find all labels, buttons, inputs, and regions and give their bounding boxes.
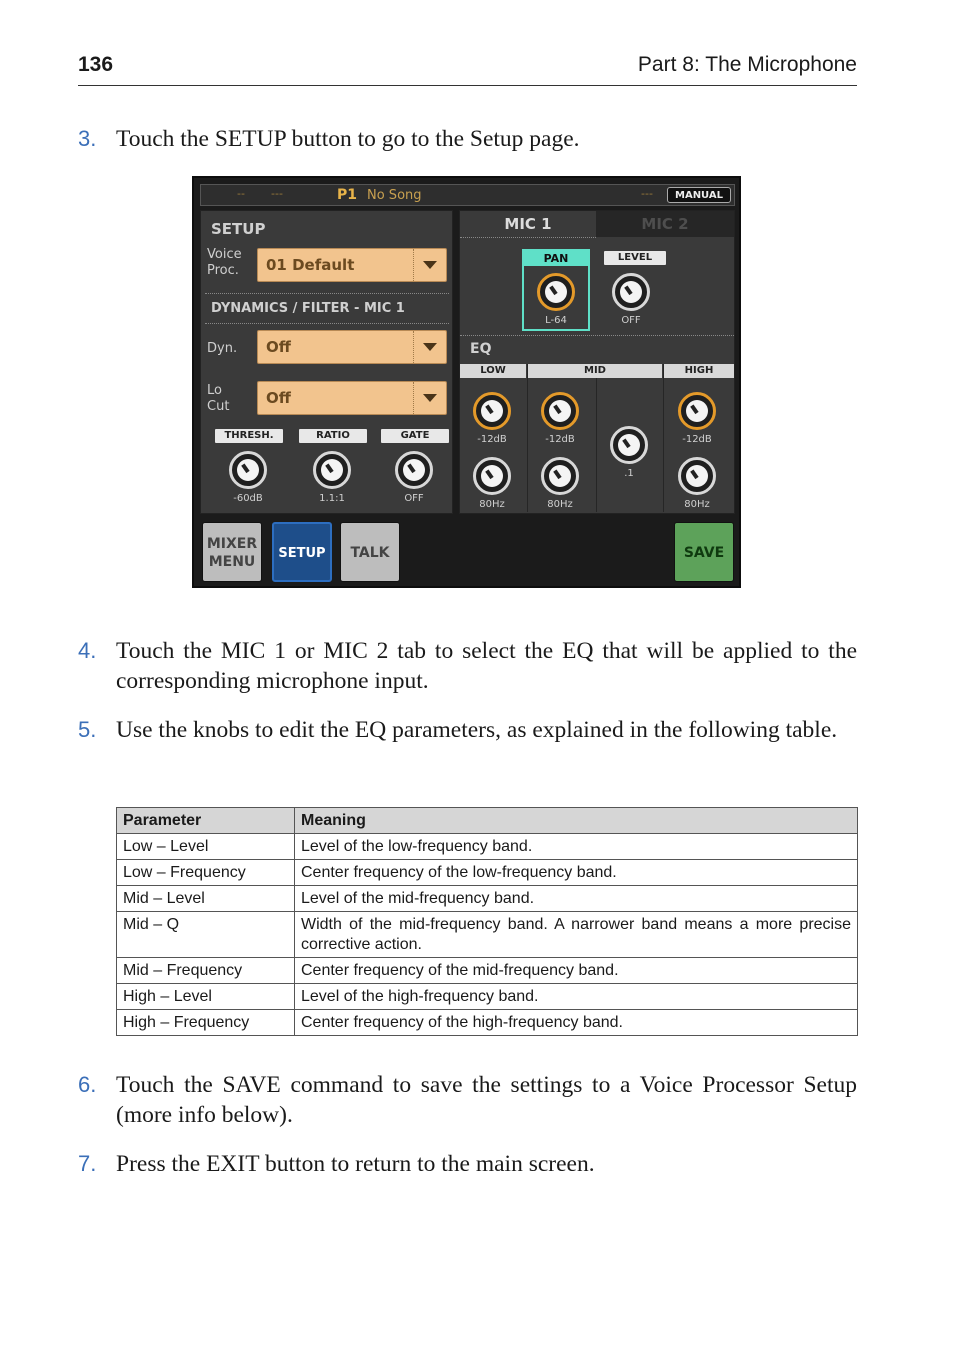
voice-proc-value: 01 Default <box>266 256 355 274</box>
step-number: 3. <box>78 126 97 151</box>
chapter-title: Part 8: The Microphone <box>637 53 857 76</box>
status-dash: --- <box>271 187 283 200</box>
level-value: OFF <box>621 315 641 326</box>
table-row <box>117 834 858 860</box>
step-number: 6. <box>78 1072 97 1097</box>
meaning-cell: Width of the mid-frequency band. A narrower band means a more precise corrective action. <box>295 912 858 958</box>
parameter-cell: Mid – Q <box>117 912 295 958</box>
setup-title: SETUP <box>211 220 266 238</box>
divider <box>460 237 596 238</box>
high-freq-knob[interactable] <box>678 457 716 495</box>
mid-freq-value: 80Hz <box>547 499 573 510</box>
divider <box>663 364 664 512</box>
chevron-down-icon <box>413 331 446 363</box>
tab-mic-1[interactable]: MIC 1 <box>460 211 596 237</box>
pan-control[interactable] <box>522 249 590 331</box>
locut-dropdown[interactable] <box>257 381 447 415</box>
divider <box>205 323 449 324</box>
table-row <box>117 958 858 984</box>
mic-panel <box>459 210 735 514</box>
song-name: No Song <box>367 188 422 203</box>
step-text: Touch the SAVE command to save the settings to a Voice Processor Setup (more info below). <box>116 1072 857 1128</box>
level-label: LEVEL <box>604 251 666 265</box>
gate-knob[interactable] <box>395 451 433 489</box>
step-number: 4. <box>78 638 97 663</box>
table-header-row <box>117 808 858 834</box>
thresh-knob[interactable] <box>229 451 267 489</box>
ratio-knob[interactable] <box>313 451 351 489</box>
step-number: 7. <box>78 1151 97 1176</box>
chevron-down-icon <box>413 382 446 414</box>
high-level-value: -12dB <box>682 434 712 445</box>
high-level-knob[interactable] <box>678 392 716 430</box>
parameter-cell: High – Frequency <box>117 1010 295 1036</box>
parameter-cell: Mid – Frequency <box>117 958 295 984</box>
mid-level-knob[interactable] <box>541 392 579 430</box>
dyn-dropdown[interactable] <box>257 330 447 364</box>
mixer-menu-button[interactable]: MIXER MENU <box>202 522 262 582</box>
tab-mic-2[interactable]: MIC 2 <box>596 211 734 237</box>
mid-q-value: .1 <box>624 468 634 479</box>
table-row <box>117 1010 858 1036</box>
status-dash: -- <box>237 187 245 200</box>
step-5 <box>78 715 857 745</box>
divider <box>527 364 528 512</box>
dynamics-title: DYNAMICS / FILTER - MIC 1 <box>211 301 405 316</box>
band-mid: MID <box>528 364 662 378</box>
divider <box>460 335 734 336</box>
table-row <box>117 912 858 958</box>
manual-badge: MANUAL <box>667 187 731 203</box>
step-text: Press the EXIT button to return to the main screen. <box>116 1151 595 1177</box>
thresh-label: THRESH. <box>215 429 283 443</box>
pan-knob[interactable] <box>537 273 575 311</box>
meaning-cell: Level of the mid-frequency band. <box>295 886 858 912</box>
low-freq-knob[interactable] <box>473 457 511 495</box>
parameter-cell: High – Level <box>117 984 295 1010</box>
gate-label: GATE <box>381 429 449 443</box>
step-6 <box>78 1070 857 1130</box>
band-high: HIGH <box>664 364 734 378</box>
eq-parameter-table <box>116 807 858 1036</box>
step-text: Use the knobs to edit the EQ parameters, as explained in the following table. <box>116 717 838 743</box>
status-dash: --- <box>641 187 653 200</box>
high-freq-value: 80Hz <box>684 499 710 510</box>
talk-button[interactable]: TALK <box>340 522 400 582</box>
dyn-label: Dyn. <box>207 341 238 356</box>
eq-label: EQ <box>470 341 492 357</box>
voice-proc-label: Voice Proc. <box>207 247 242 278</box>
level-knob[interactable] <box>612 273 650 311</box>
pan-label: PAN <box>524 251 588 266</box>
setup-button[interactable]: SETUP <box>272 522 332 582</box>
meaning-cell: Level of the high-frequency band. <box>295 984 858 1010</box>
header-rule <box>78 85 857 86</box>
step-3 <box>78 124 857 154</box>
table-row <box>117 984 858 1010</box>
meaning-cell: Center frequency of the mid-frequency band. <box>295 958 858 984</box>
parameter-cell: Mid – Level <box>117 886 295 912</box>
status-bar <box>200 184 735 206</box>
step-4 <box>78 636 857 696</box>
step-7 <box>78 1149 857 1179</box>
low-freq-value: 80Hz <box>479 499 505 510</box>
meaning-cell: Center frequency of the low-frequency band. <box>295 860 858 886</box>
setup-screen-image <box>192 176 741 588</box>
page-number: 136 <box>78 53 114 76</box>
band-low: LOW <box>460 364 526 378</box>
locut-value: Off <box>266 389 291 407</box>
step-text: Touch the MIC 1 or MIC 2 tab to select the EQ that will be applied to the corresponding microphone input. <box>116 638 857 694</box>
table-row <box>117 886 858 912</box>
ratio-label: RATIO <box>299 429 367 443</box>
setup-panel <box>200 210 453 514</box>
column-header: Parameter <box>117 808 295 834</box>
save-button[interactable]: SAVE <box>674 522 734 582</box>
meaning-cell: Level of the low-frequency band. <box>295 834 858 860</box>
divider <box>596 378 597 512</box>
mid-freq-knob[interactable] <box>541 457 579 495</box>
preset-label: P1 <box>337 187 358 203</box>
parameter-cell: Low – Level <box>117 834 295 860</box>
table-row <box>117 860 858 886</box>
low-level-knob[interactable] <box>473 392 511 430</box>
step-text: Touch the SETUP button to go to the Setup page. <box>116 126 580 152</box>
dyn-value: Off <box>266 338 291 356</box>
mid-level-value: -12dB <box>545 434 575 445</box>
meaning-cell: Center frequency of the high-frequency band. <box>295 1010 858 1036</box>
low-level-value: -12dB <box>477 434 507 445</box>
divider <box>205 293 449 294</box>
step-number: 5. <box>78 717 97 742</box>
locut-label: Lo Cut <box>207 383 230 414</box>
gate-value: OFF <box>404 493 424 504</box>
ratio-value: 1.1:1 <box>319 493 345 504</box>
voice-proc-dropdown[interactable] <box>257 248 447 282</box>
mid-q-knob[interactable] <box>610 426 648 464</box>
parameter-cell: Low – Frequency <box>117 860 295 886</box>
thresh-value: -60dB <box>233 493 263 504</box>
pan-value: L-64 <box>545 315 567 326</box>
column-header: Meaning <box>295 808 858 834</box>
chevron-down-icon <box>413 249 446 281</box>
